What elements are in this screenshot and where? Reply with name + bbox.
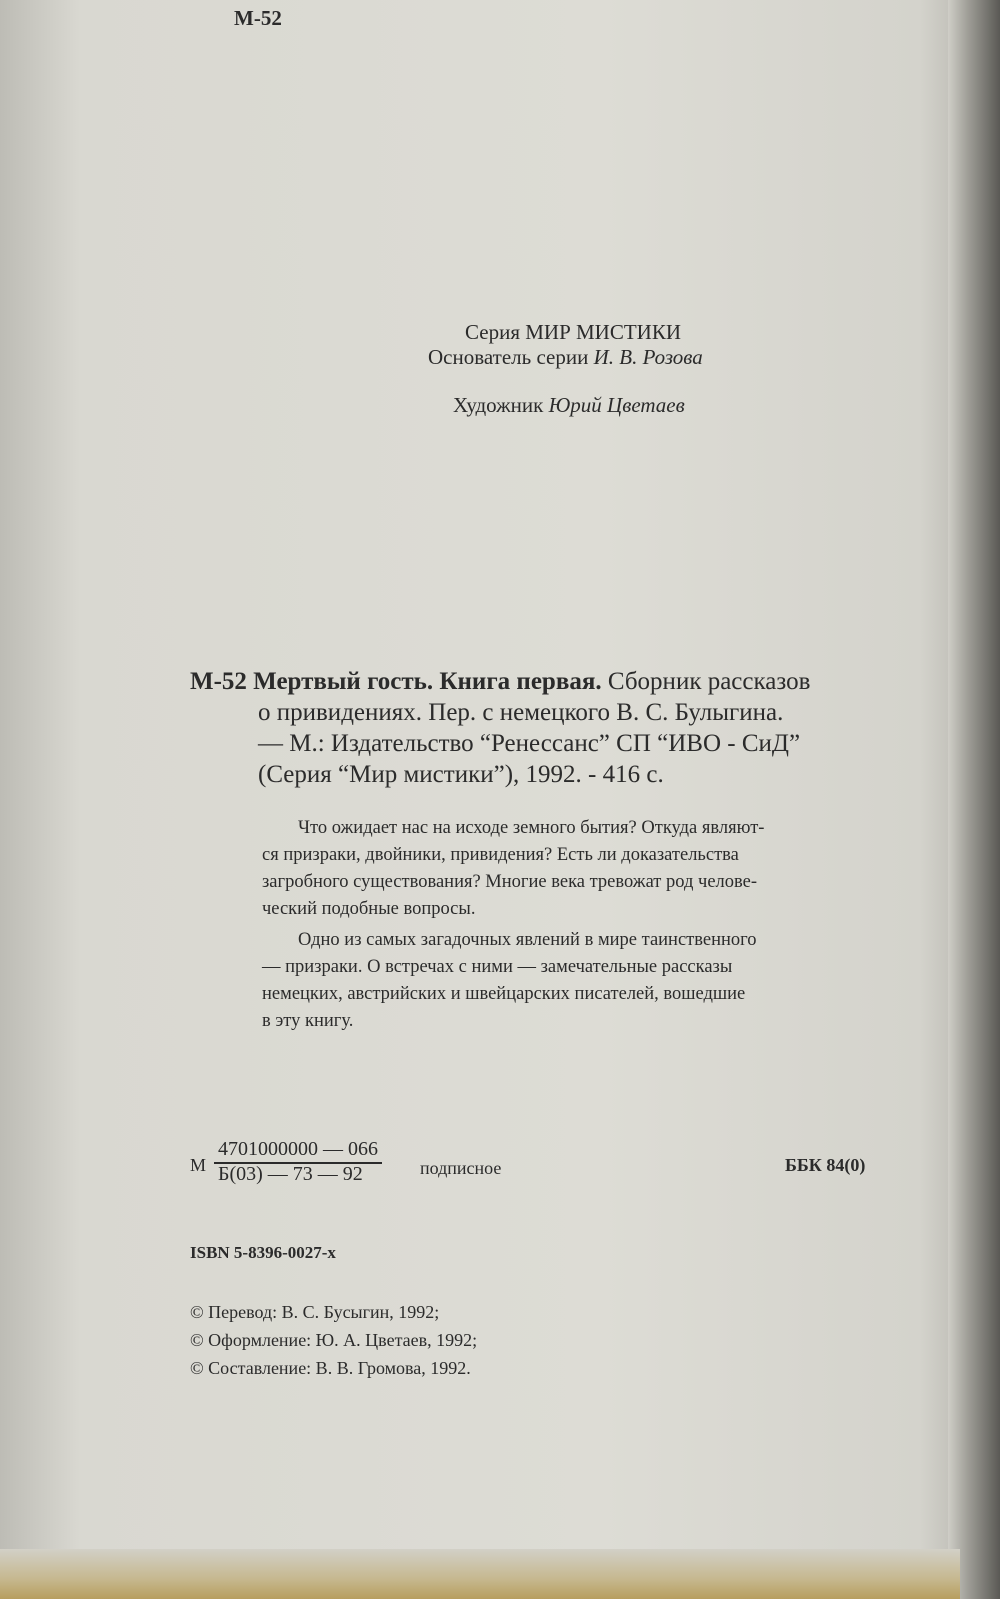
biblio-line-2: о привидениях. Пер. с немецкого В. С. Булыгина. <box>258 699 784 726</box>
biblio-line-3: — М.: Издательство “Ренессанс” СП “ИВО - СиД” <box>258 730 801 757</box>
catalog-denominator: Б(03) — 73 — 92 <box>218 1163 363 1185</box>
founder-name: И. В. Розова <box>593 345 703 369</box>
annotation-line: немецких, австрийских и швейцарских писателей, вошедшие <box>262 984 746 1004</box>
book-title: Мертвый гость. Книга первая. <box>253 668 602 695</box>
artist-name: Юрий Цветаев <box>548 393 685 417</box>
copyright-line: © Оформление: Ю. А. Цветаев, 1992; <box>190 1330 478 1350</box>
biblio-line-1 <box>190 666 810 697</box>
annotation-line: ческий подобные вопросы. <box>262 899 476 919</box>
founder-line <box>428 345 703 370</box>
copyright-line: © Перевод: В. С. Бусыгин, 1992; <box>190 1302 440 1322</box>
bbk-code: ББК 84(0) <box>785 1155 866 1175</box>
series-line <box>465 320 681 345</box>
founder-label: Основатель серии <box>428 345 589 369</box>
annotation-line: загробного существования? Многие века тревожат род челове- <box>262 872 758 892</box>
top-catalog-code: М-52 <box>234 6 282 30</box>
artist-label: Художник <box>453 393 544 417</box>
annotation-line: — призраки. О встречах с ними — замечательные рассказы <box>262 957 733 977</box>
catalog-fraction <box>214 1138 382 1186</box>
subscription-label: подписное <box>420 1158 502 1178</box>
annotation-line: Что ожидает нас на исходе земного бытия? Откуда являют- <box>298 818 765 838</box>
isbn: ISBN 5-8396-0027-х <box>190 1243 336 1262</box>
annotation-line: Одно из самых загадочных явлений в мире таинственного <box>298 930 757 950</box>
biblio-line-4: (Серия “Мир мистики”), 1992. - 416 с. <box>258 761 664 788</box>
series-name: МИР МИСТИКИ <box>525 320 682 344</box>
artist-line <box>453 393 685 418</box>
biblio-code: М-52 <box>190 668 247 695</box>
bibliographic-record <box>190 666 811 788</box>
biblio-line-1-rest: Сборник рассказов <box>607 668 811 695</box>
series-label: Серия <box>465 320 520 344</box>
catalog-numerator: 4701000000 — 066 <box>214 1138 382 1164</box>
book-page-edges <box>948 0 1000 1599</box>
annotation-line: ся призраки, двойники, привидения? Есть ли доказательства <box>262 845 739 865</box>
catalog-letter: М <box>190 1155 207 1175</box>
annotation-line: в эту книгу. <box>262 1011 354 1031</box>
book-cover-edge <box>0 1549 960 1599</box>
copyright-line: © Составление: В. В. Громова, 1992. <box>190 1358 471 1378</box>
